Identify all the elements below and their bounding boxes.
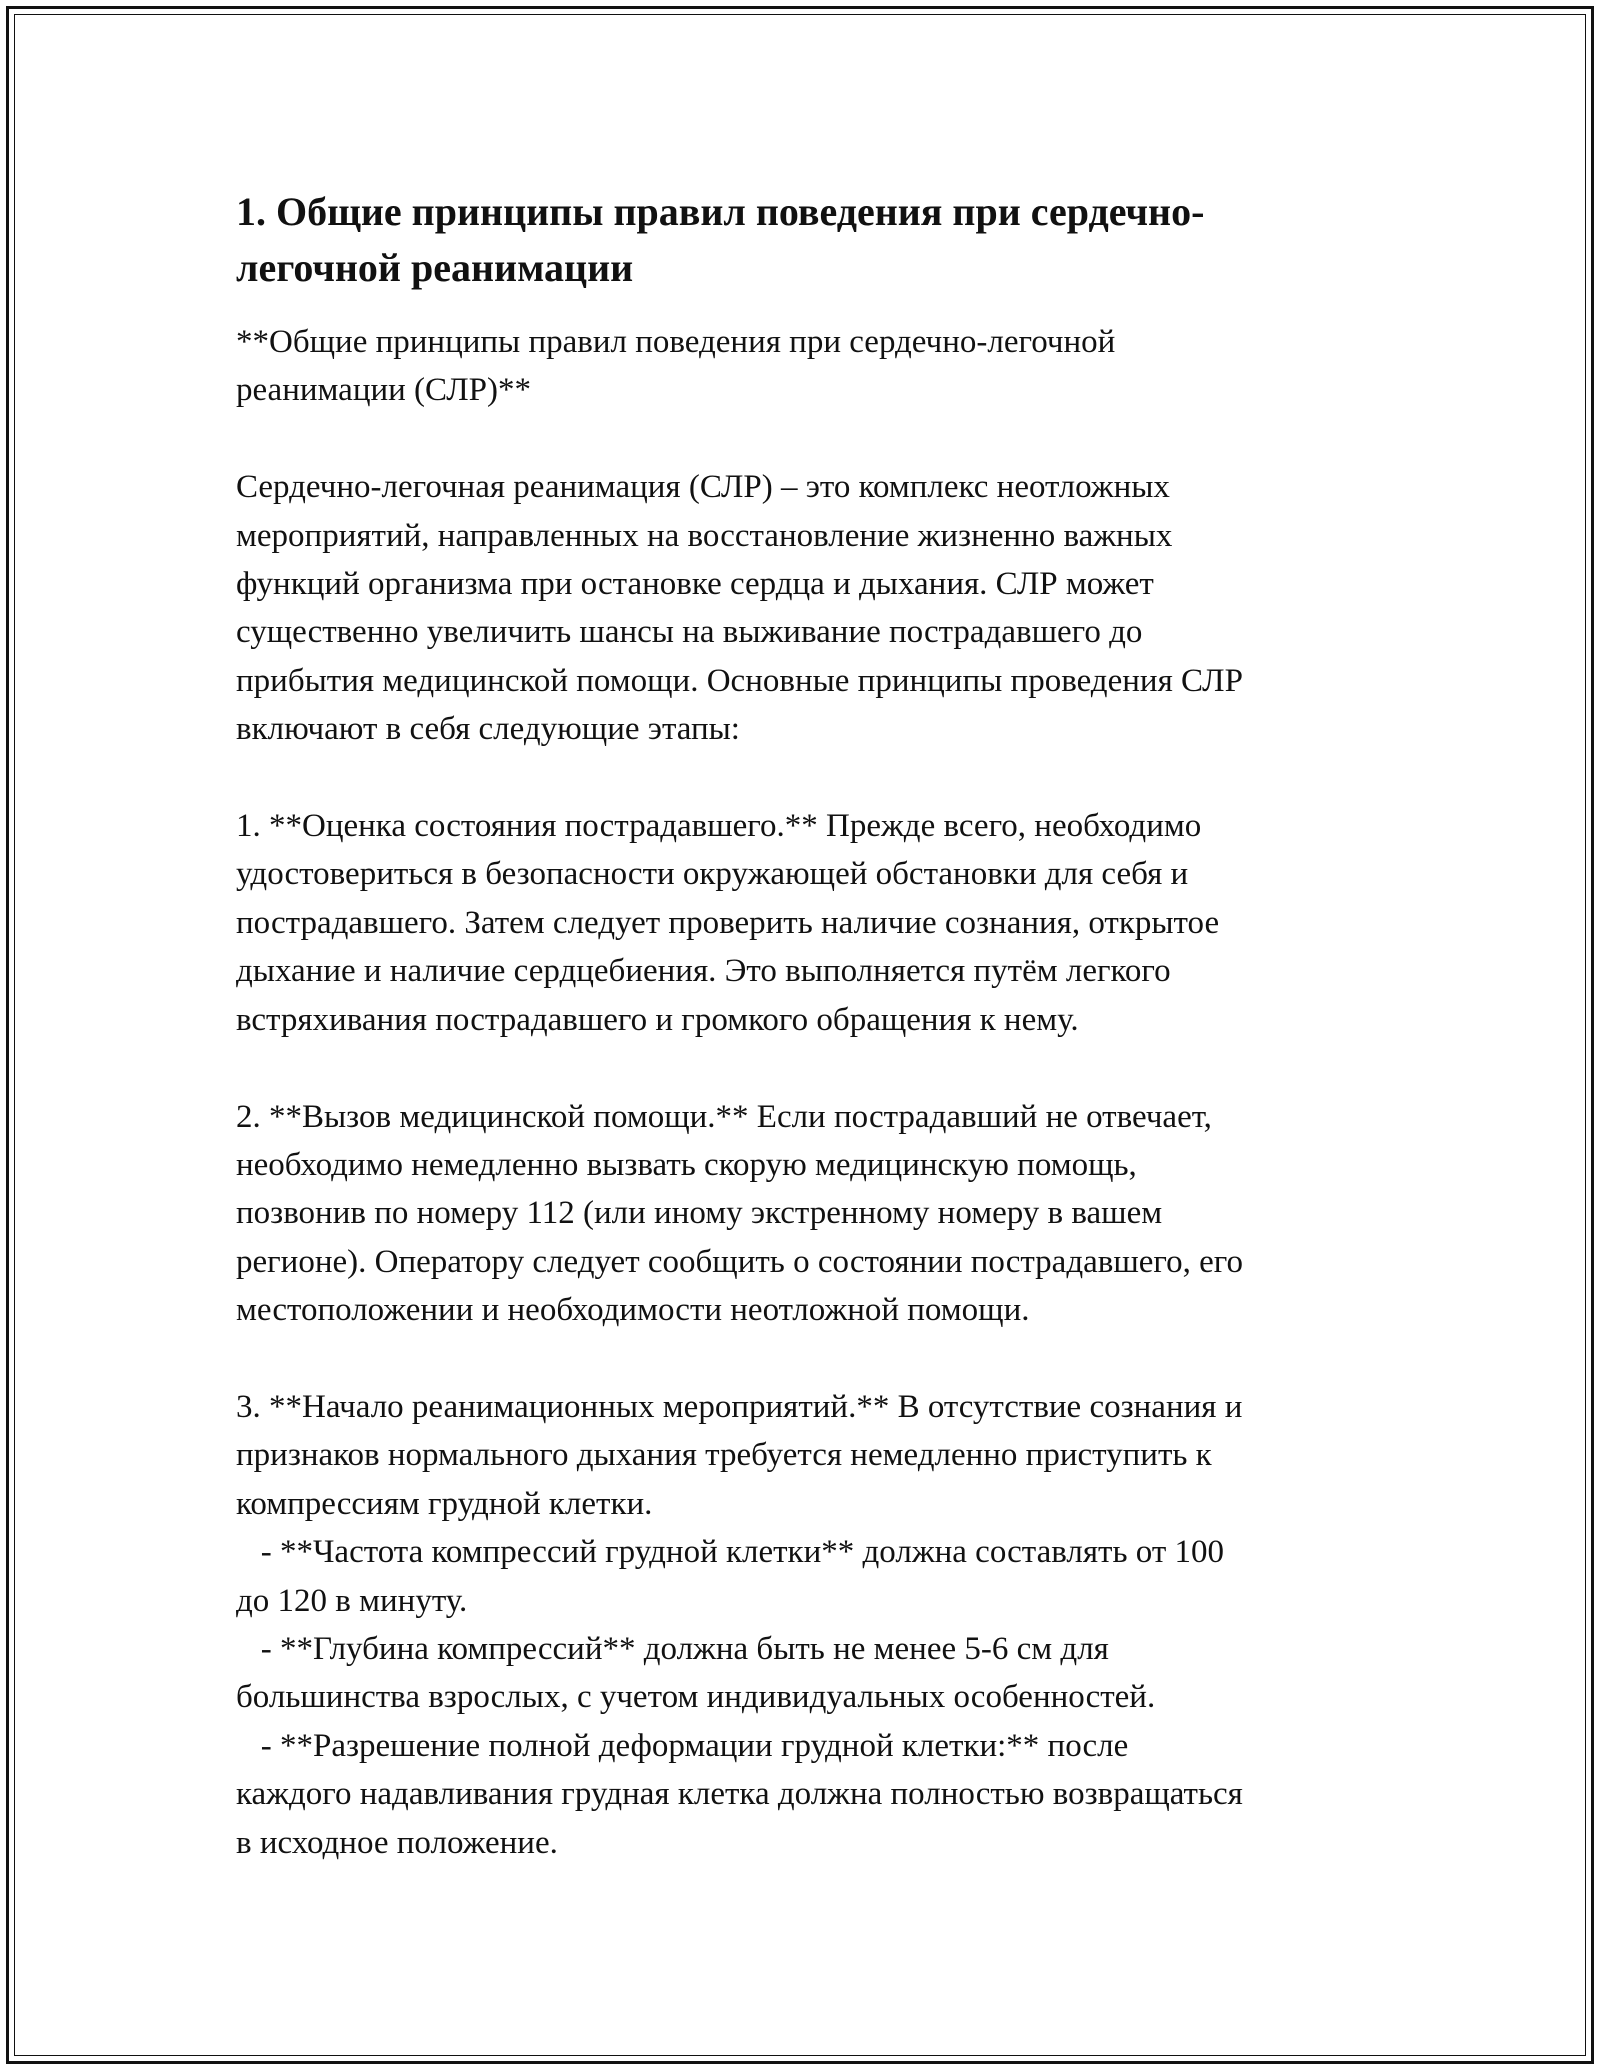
section-heading: 1. Общие принципы правил поведения при сердечно- легочной реанимации — [236, 189, 1205, 290]
section-body-text: **Общие принципы правил поведения при сердечно-легочной реанимации (СЛР)** Сердечно-легочная реанимация (СЛР) – это комплекс неотложных мероприятий, направленных на восстановление жизненно важных функций организма при остановке сердца и дыхания. СЛР может существенно увеличить шансы на выживание пострадавшего до прибытия медицинской помощи. Основные принципы проведения СЛР включают в себя следующие этапы: 1. **Оценка состояния пострадавшего.** Прежде всего, необходимо удостовериться в безопасности окружающей обстановки для себя и пострадавшего. Затем следует проверить наличие сознания, открытое дыхание и наличие сердцебиения. Это выполняется путём легкого встряхивания пострадавшего и громкого обращения к нему. 2. **Вызов медицинской помощи.** Если пострадавший не отвечает, необходимо немедленно вызвать скорую медицинскую помощь, позвонив по номеру 112 (или иному экстренному номеру в вашем регионе). Оператору следует сообщить о состоянии пострадавшего, его местоположении и необходимости неотложной помощи. 3. **Начало реанимационных мероприятий.** В отсутствие сознания и признаков нормального дыхания требуется немедленно приступить к компрессиям грудной клетки. - **Частота компрессий грудной клетки** должна составлять от 100 до 120 в минуту. - **Глубина компрессий** должна быть не менее 5-6 см для большинства взрослых, с учетом индивидуальных особенностей. - **Разрешение полной деформации грудной клетки:** после каждого надавливания грудная клетка должна полностью возвращаться в исходное положение. — [236, 324, 1243, 1861]
document-content — [236, 184, 1376, 1867]
